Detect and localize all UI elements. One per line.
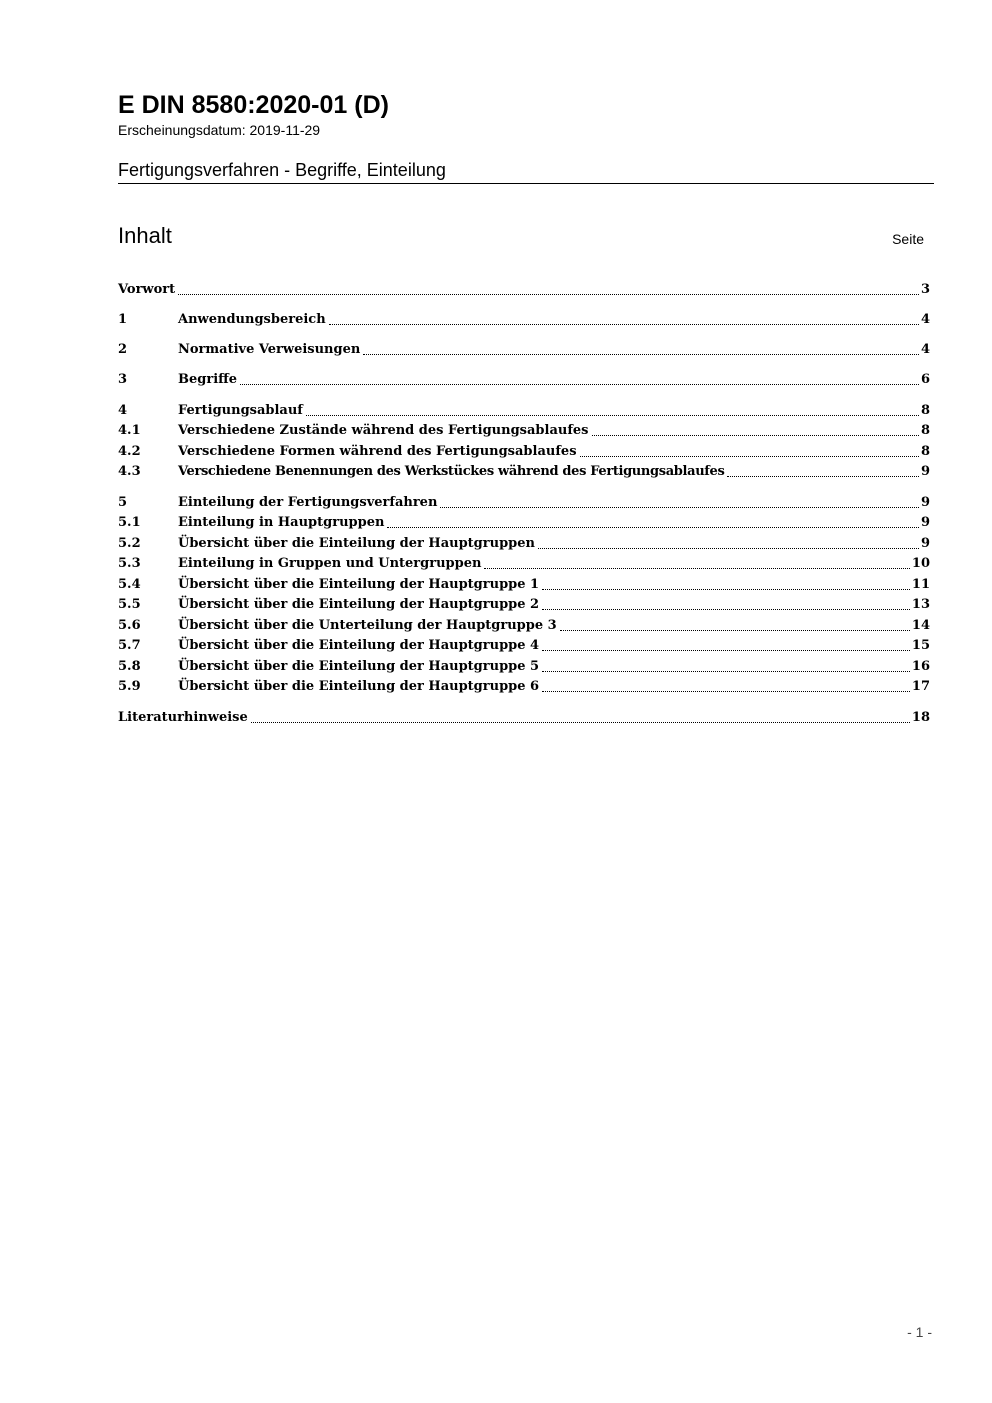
toc-entry-label: Literaturhinweise (118, 710, 248, 725)
toc-entry-label: Übersicht über die Einteilung der Hauptgruppe 4 (178, 638, 540, 653)
toc-entry-number: 1 (118, 312, 128, 327)
toc-entry-label: Einteilung in Gruppen und Untergruppen (178, 556, 482, 571)
toc-leader-dots (592, 435, 919, 436)
toc-entry-page: 8 (920, 403, 930, 418)
toc-entry-5-1[interactable] (118, 513, 930, 533)
toc-leader-dots (538, 548, 919, 549)
toc-entry-literaturhinweise[interactable] (118, 708, 930, 728)
toc-entry-number: 5.7 (118, 638, 141, 653)
toc-leader-dots (363, 354, 919, 355)
toc-entry-4[interactable] (118, 401, 930, 421)
toc-entry-5-5[interactable] (118, 595, 930, 615)
page-column-label: Seite (892, 231, 924, 247)
toc-leader-dots (542, 609, 910, 610)
toc-entry-label: Anwendungsbereich (178, 312, 326, 327)
toc-entry-label: Einteilung in Hauptgruppen (178, 515, 385, 530)
toc-entry-page: 10 (911, 556, 930, 571)
toc-leader-dots (240, 384, 919, 385)
toc-entry-page: 13 (911, 597, 930, 612)
toc-entry-label: Übersicht über die Unterteilung der Hauptgruppe 3 (178, 618, 557, 633)
toc-leader-dots (484, 568, 909, 569)
toc-entry-page: 8 (920, 423, 930, 438)
toc-entry-page: 9 (920, 495, 930, 510)
toc-entry-label: Übersicht über die Einteilung der Hauptgruppen (178, 536, 535, 551)
toc-entry-number: 4.3 (118, 464, 141, 479)
toc-entry-label: Fertigungsablauf (178, 403, 303, 418)
toc-entry-number: 5.5 (118, 597, 141, 612)
toc-entry-number: 3 (118, 372, 128, 387)
toc-leader-dots (542, 691, 910, 692)
toc-entry-page: 4 (920, 312, 930, 327)
toc-leader-dots (178, 294, 919, 295)
toc-entry-5-9[interactable] (118, 677, 930, 697)
toc-entry-number: 5.4 (118, 577, 141, 592)
toc-entry-label: Normative Verweisungen (178, 342, 361, 357)
toc-entry-page: 14 (911, 618, 930, 633)
toc-entry-1[interactable] (118, 310, 930, 330)
toc-entry-number: 5.3 (118, 556, 141, 571)
toc-entry-5-7[interactable] (118, 636, 930, 656)
toc-entry-label: Übersicht über die Einteilung der Hauptgruppe 1 (178, 577, 540, 592)
toc-entry-5-8[interactable] (118, 657, 930, 677)
toc-leader-dots (306, 415, 919, 416)
toc-leader-dots (440, 507, 919, 508)
toc-entry-3[interactable] (118, 370, 930, 390)
toc-entry-label: Verschiedene Benennungen des Werkstückes während des Fertigungsablaufes (178, 464, 725, 479)
toc-entry-vorwort[interactable] (118, 280, 930, 300)
toc-entry-page: 9 (920, 515, 930, 530)
toc-entry-label: Übersicht über die Einteilung der Hauptgruppe 2 (178, 597, 540, 612)
toc-entry-page: 4 (920, 342, 930, 357)
toc-entry-5-3[interactable] (118, 554, 930, 574)
toc-leader-dots (560, 630, 910, 631)
toc-heading: Inhalt (118, 223, 172, 248)
toc-entry-label: Übersicht über die Einteilung der Hauptgruppe 6 (178, 679, 540, 694)
toc-entry-page: 3 (920, 282, 930, 297)
toc-entry-number: 5.9 (118, 679, 141, 694)
toc-entry-4-1[interactable] (118, 421, 930, 441)
toc-entry-page: 6 (920, 372, 930, 387)
toc-leader-dots (542, 671, 910, 672)
page-number: - 1 - (907, 1324, 932, 1340)
toc-entry-2[interactable] (118, 340, 930, 360)
toc-leader-dots (387, 527, 919, 528)
toc-entry-label: Verschiedene Zustände während des Fertigungsablaufes (178, 423, 589, 438)
toc-leader-dots (542, 589, 910, 590)
toc-leader-dots (727, 476, 919, 477)
toc-entry-label: Übersicht über die Einteilung der Hauptgruppe 5 (178, 659, 540, 674)
toc-entry-page: 11 (911, 577, 930, 592)
toc-entry-number: 4.2 (118, 444, 141, 459)
toc-leader-dots (542, 650, 910, 651)
toc-entry-number: 5 (118, 495, 128, 510)
toc-entry-number: 5.6 (118, 618, 141, 633)
toc-entry-label: Begriffe (178, 372, 238, 387)
toc-entry-5-6[interactable] (118, 616, 930, 636)
toc-entry-page: 8 (920, 444, 930, 459)
toc-entry-label: Einteilung der Fertigungsverfahren (178, 495, 438, 510)
toc-entry-number: 5.2 (118, 536, 141, 551)
toc-entry-page: 15 (911, 638, 930, 653)
toc-entry-5[interactable] (118, 493, 930, 513)
toc-leader-dots (329, 324, 919, 325)
document-title: Fertigungsverfahren - Begriffe, Einteilung (118, 160, 446, 180)
toc-entry-4-3[interactable] (118, 462, 930, 482)
toc-entry-4-2[interactable] (118, 442, 930, 462)
toc-entry-number: 5.8 (118, 659, 141, 674)
toc-entry-number: 2 (118, 342, 128, 357)
toc-leader-dots (580, 456, 919, 457)
toc-entry-number: 4 (118, 403, 128, 418)
document-id: E DIN 8580:2020-01 (D) (118, 91, 389, 119)
publication-date: Erscheinungsdatum: 2019-11-29 (118, 122, 321, 138)
title-divider (118, 183, 934, 184)
toc-entry-page: 9 (920, 464, 930, 479)
toc-entry-page: 17 (911, 679, 930, 694)
toc-entry-number: 5.1 (118, 515, 141, 530)
toc-entry-page: 9 (920, 536, 930, 551)
toc-entry-label: Vorwort (118, 282, 176, 297)
toc-entry-number: 4.1 (118, 423, 141, 438)
toc-leader-dots (251, 722, 910, 723)
toc-entry-page: 16 (911, 659, 930, 674)
toc-entry-label: Verschiedene Formen während des Fertigungsablaufes (178, 444, 577, 459)
toc-entry-page: 18 (911, 710, 930, 725)
toc-entry-5-2[interactable] (118, 534, 930, 554)
toc-entry-5-4[interactable] (118, 575, 930, 595)
